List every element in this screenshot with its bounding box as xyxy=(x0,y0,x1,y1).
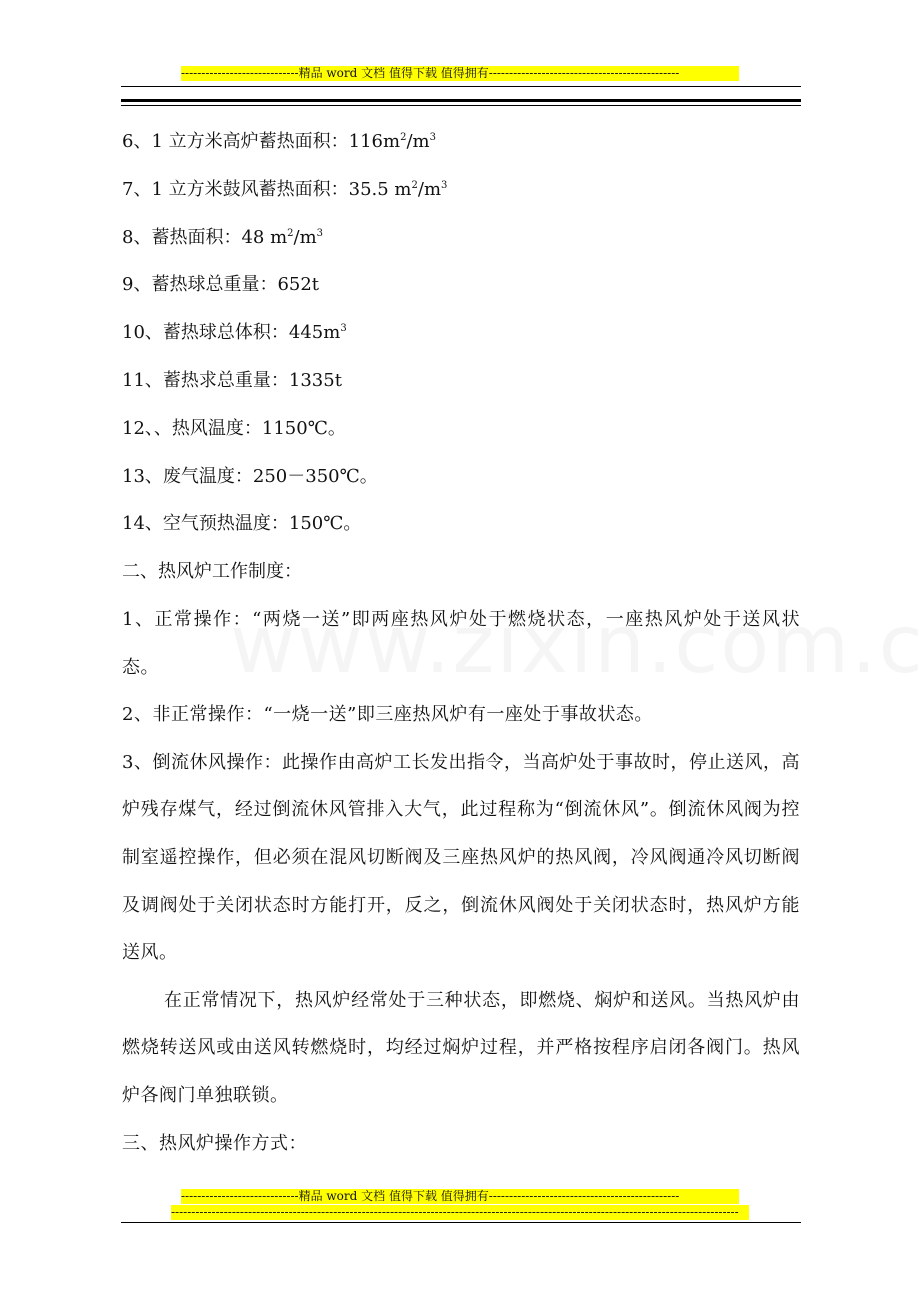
header-banner: -----------------------------精品 word 文档 值得下载 值得拥有----------------------------------------------- xyxy=(181,66,739,81)
header-rule-bottom xyxy=(121,105,801,106)
spec-item: 13、废气温度：250－350℃。 xyxy=(122,465,378,487)
paragraph: 在正常情况下，热风炉经常处于三种状态，即燃烧、焖炉和送风。当热风炉由燃烧转送风或由送风转燃烧时，均经过焖炉过程，并严格按程序启闭各阀门。热风炉各阀门单独联锁。 xyxy=(122,989,800,1106)
spec-item: 7、1 立方米鼓风蓄热面积：35.5 $m^2/m^3$ xyxy=(122,178,448,200)
section-heading: 三、热风炉操作方式： xyxy=(122,1132,307,1154)
footer-banner: -----------------------------精品 word 文档 值得下载 值得拥有----------------------------------------------- xyxy=(181,1189,739,1204)
spec-item: 6、1 立方米高炉蓄热面积：$116m^2/m^3$ xyxy=(122,131,436,152)
paragraph: 1、正常操作：“两烧一送”即两座热风炉处于燃烧状态，一座热风炉处于送风状态。 xyxy=(122,608,800,678)
paragraph: 3、倒流休风操作：此操作由高炉工长发出指令，当高炉处于事故时，停止送风，高炉残存煤气，经过倒流休风管排入大气，此过程称为“倒流休风”。倒流休风阀为控制室遥控操作，但必须在混风切断阀及三座热风炉的热风阀，冷风阀通冷风切断阀及调阀处于关闭状态时方能打开，反之，倒流休风阀处于关闭状态时，热风炉方能送风。 xyxy=(122,751,800,964)
footer-banner-dashes: -------------------------------------------------------------------------------------------------------------------------------------------- xyxy=(171,1205,749,1220)
spec-item: 12、、热风温度：1150℃。 xyxy=(122,417,346,439)
section-heading: 二、热风炉工作制度： xyxy=(122,561,302,583)
header-rule-thick xyxy=(121,99,801,102)
header-rule-thin xyxy=(121,86,801,87)
spec-item: 14、空气预热温度：150℃。 xyxy=(122,513,362,535)
footer-rule xyxy=(121,1222,801,1223)
spec-item: 8、蓄热面积：48 $m^2/m^3$ xyxy=(122,226,324,248)
spec-item: 10、蓄热球总体积：$445m^3$ xyxy=(122,322,347,344)
spec-item: 9、蓄热球总重量：652t xyxy=(122,274,320,296)
document-body xyxy=(122,130,800,1167)
paragraph: 2、非正常操作：“一烧一送”即三座热风炉有一座处于事故状态。 xyxy=(122,704,653,726)
spec-item: 11、蓄热求总重量：1335t xyxy=(122,369,342,391)
